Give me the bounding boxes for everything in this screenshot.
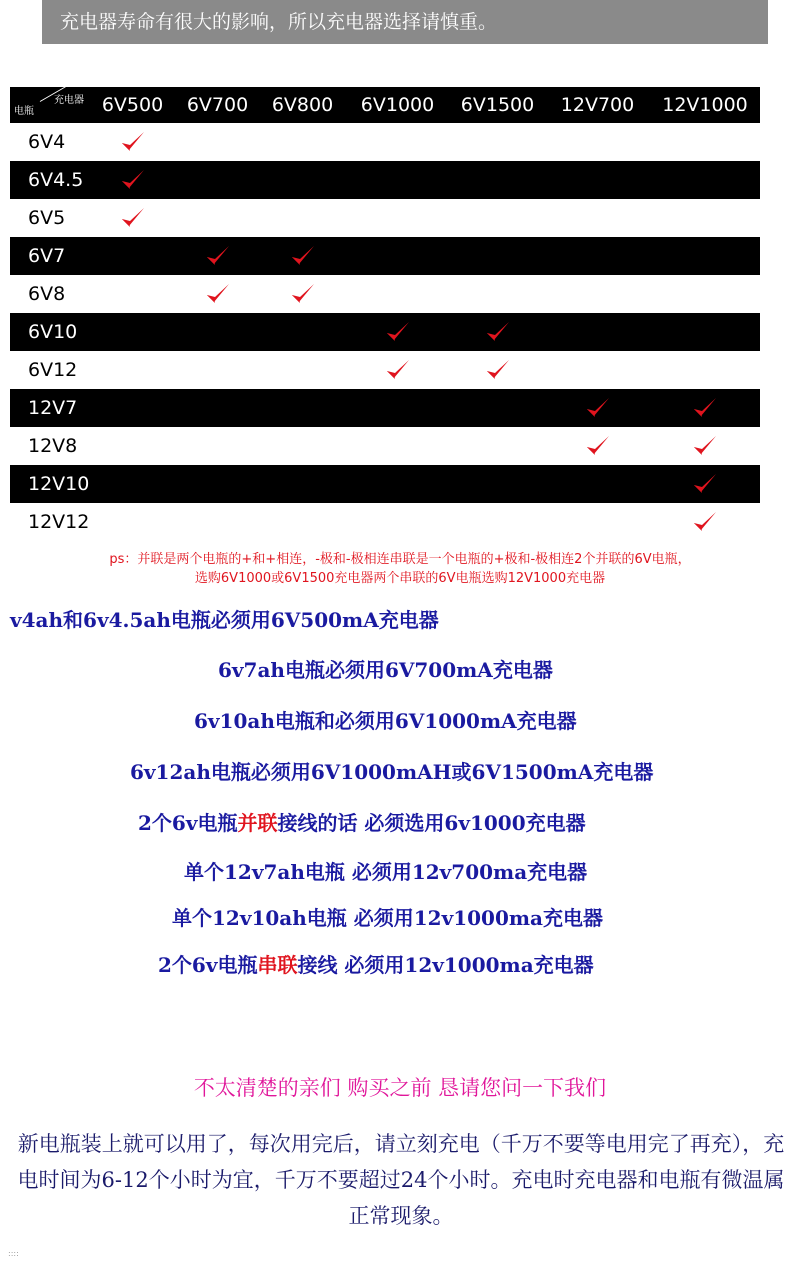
compat-cell (345, 389, 450, 427)
compat-cell (450, 199, 545, 237)
compat-cell (260, 275, 345, 313)
compat-cell (650, 313, 760, 351)
table-header-row (10, 87, 760, 123)
rule-text: 2个6v电瓶 (138, 811, 238, 835)
compat-cell (345, 161, 450, 199)
column-header: 6V1500 (450, 87, 545, 123)
compat-cell (450, 465, 545, 503)
rule-line: 单个12v10ah电瓶 必须用12v1000ma充电器 (172, 906, 603, 930)
compat-cell (650, 389, 760, 427)
compat-cell (260, 123, 345, 161)
compat-cell (175, 237, 260, 275)
compat-cell (450, 123, 545, 161)
compat-cell (545, 199, 650, 237)
compat-cell (175, 123, 260, 161)
compat-cell (345, 313, 450, 351)
compat-cell (650, 199, 760, 237)
compat-cell (175, 161, 260, 199)
compat-cell (260, 313, 345, 351)
compat-cell (450, 275, 545, 313)
compat-cell (650, 427, 760, 465)
column-header: 6V800 (260, 87, 345, 123)
compat-cell (650, 161, 760, 199)
compat-cell (545, 313, 650, 351)
battery-label: 12V12 (10, 503, 90, 541)
compat-cell (545, 427, 650, 465)
compat-cell (450, 351, 545, 389)
battery-label: 6V7 (10, 237, 90, 275)
rule-line: 6v7ah电瓶必须用6V700mA充电器 (218, 658, 553, 682)
check-icon (385, 357, 411, 383)
compat-cell (345, 351, 450, 389)
compat-cell (650, 351, 760, 389)
compat-cell (650, 275, 760, 313)
rule-highlight: 串联 (257, 953, 298, 977)
compat-cell (450, 161, 545, 199)
ps-note-line-1: ps：并联是两个电瓶的+和+相连，-极和-极相连串联是一个电瓶的+极和-极相连2个并联的6V电瓶， (109, 552, 691, 567)
table-row (10, 465, 760, 503)
table-corner-header (10, 87, 90, 123)
compat-cell (545, 161, 650, 199)
table-row (10, 389, 760, 427)
compat-cell (345, 123, 450, 161)
banner-text: 充电器寿命有很大的影响，所以充电器选择请慎重。 (60, 11, 498, 33)
top-banner (42, 0, 768, 44)
battery-label: 6V4.5 (10, 161, 90, 199)
compat-cell (545, 237, 650, 275)
check-icon (692, 509, 718, 535)
compat-cell (260, 237, 345, 275)
compat-cell (90, 237, 175, 275)
compat-cell (650, 465, 760, 503)
column-header: 12V700 (545, 87, 650, 123)
check-icon (692, 471, 718, 497)
compat-cell (345, 427, 450, 465)
check-icon (385, 319, 411, 345)
check-icon (120, 205, 146, 231)
compat-cell (90, 199, 175, 237)
compat-cell (650, 503, 760, 541)
compat-cell (175, 465, 260, 503)
check-icon (585, 433, 611, 459)
compat-cell (90, 313, 175, 351)
compat-cell (345, 199, 450, 237)
compat-cell (345, 237, 450, 275)
column-header: 6V1000 (345, 87, 450, 123)
rule-line (158, 949, 594, 978)
compat-cell (450, 313, 545, 351)
compat-cell (650, 123, 760, 161)
compat-cell (260, 427, 345, 465)
compat-cell (545, 275, 650, 313)
compat-cell (450, 503, 545, 541)
battery-label: 6V8 (10, 275, 90, 313)
battery-label: 12V10 (10, 465, 90, 503)
rule-text: 2个6v电瓶 (158, 953, 258, 977)
compat-cell (450, 427, 545, 465)
check-icon (120, 129, 146, 155)
compat-cell (260, 389, 345, 427)
footer-mark: :::: (8, 1249, 19, 1258)
ps-note (20, 550, 780, 588)
contact-prompt: 不太清楚的亲们 购买之前 恳请您问一下我们 (193, 1076, 607, 1100)
compat-cell (175, 199, 260, 237)
compat-cell (545, 503, 650, 541)
rule-line: 6v10ah电瓶和必须用6V1000mA充电器 (194, 709, 577, 733)
check-icon (205, 281, 231, 307)
compat-cell (260, 199, 345, 237)
check-icon (290, 243, 316, 269)
rule-line (138, 807, 586, 836)
compat-cell (650, 237, 760, 275)
battery-label: 6V10 (10, 313, 90, 351)
compat-cell (90, 275, 175, 313)
compat-cell (90, 427, 175, 465)
battery-label: 12V7 (10, 389, 90, 427)
compat-cell (545, 351, 650, 389)
rule-line: 6v12ah电瓶必须用6V1000mAH或6V1500mA充电器 (130, 760, 654, 784)
compat-cell (90, 389, 175, 427)
column-header: 6V700 (175, 87, 260, 123)
battery-label: 6V12 (10, 351, 90, 389)
table-row (10, 199, 760, 237)
compat-cell (175, 427, 260, 465)
compat-cell (90, 503, 175, 541)
table-body (10, 123, 760, 541)
column-header: 6V500 (90, 87, 175, 123)
compat-cell (260, 351, 345, 389)
column-header: 12V1000 (650, 87, 760, 123)
compat-cell (545, 123, 650, 161)
usage-instructions: 新电瓶装上就可以用了，每次用完后，请立刻充电（千万不要等电用完了再充），充电时间为6-12个小时为宜，千万不要超过24个小时。充电时充电器和电瓶有微温属正常现象。 (17, 1132, 785, 1228)
compat-cell (450, 237, 545, 275)
compat-cell (345, 275, 450, 313)
rule-highlight: 并联 (237, 811, 278, 835)
table-row (10, 313, 760, 351)
compatibility-table (10, 87, 760, 541)
compat-cell (175, 389, 260, 427)
compat-cell (175, 503, 260, 541)
compat-cell (260, 465, 345, 503)
rule-text: 接线 必须用12v1000ma充电器 (297, 953, 594, 977)
check-icon (485, 357, 511, 383)
battery-label: 6V4 (10, 123, 90, 161)
check-icon (205, 243, 231, 269)
compat-cell (545, 465, 650, 503)
table-row (10, 275, 760, 313)
compat-cell (545, 389, 650, 427)
rule-line: 单个12v7ah电瓶 必须用12v700ma充电器 (184, 860, 588, 884)
rule-line: v4ah和6v4.5ah电瓶必须用6V500mA充电器 (10, 608, 439, 632)
ps-note-line-2: 选购6V1000或6V1500充电器两个串联的6V电瓶选购12V1000充电器 (194, 571, 606, 586)
check-icon (485, 319, 511, 345)
check-icon (120, 167, 146, 193)
check-icon (692, 395, 718, 421)
compat-cell (175, 351, 260, 389)
table-row (10, 351, 760, 389)
table-row (10, 237, 760, 275)
compat-cell (260, 503, 345, 541)
battery-label: 6V5 (10, 199, 90, 237)
compat-cell (90, 123, 175, 161)
compat-cell (175, 313, 260, 351)
compat-cell (90, 161, 175, 199)
compat-cell (345, 503, 450, 541)
compat-cell (90, 465, 175, 503)
check-icon (290, 281, 316, 307)
compat-cell (90, 351, 175, 389)
check-icon (692, 433, 718, 459)
compat-cell (450, 389, 545, 427)
compat-cell (175, 275, 260, 313)
corner-row-label: 电瓶 (14, 106, 34, 117)
compat-cell (260, 161, 345, 199)
table-row (10, 503, 760, 541)
check-icon (585, 395, 611, 421)
compat-cell (345, 465, 450, 503)
table-row (10, 427, 760, 465)
battery-label: 12V8 (10, 427, 90, 465)
table-row (10, 161, 760, 199)
corner-col-label: 充电器 (54, 95, 84, 106)
rule-text: 接线的话 必须选用6v1000充电器 (277, 811, 586, 835)
table-row (10, 123, 760, 161)
